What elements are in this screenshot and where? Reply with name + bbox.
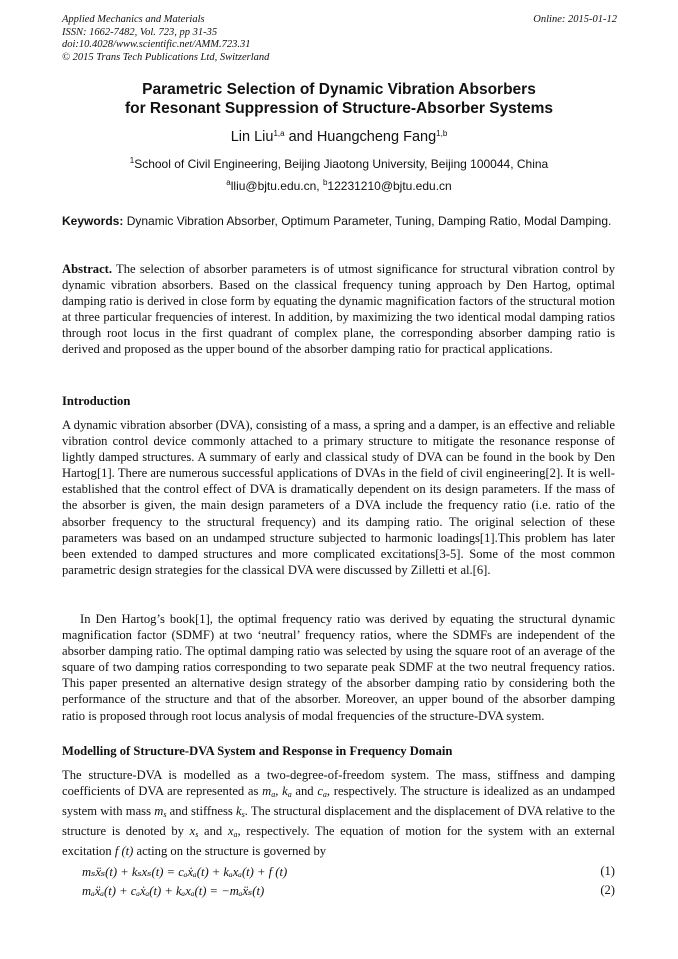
symbol-f-of-t: f (t) xyxy=(114,844,134,859)
author-1-sup: 1,a xyxy=(273,129,285,138)
text-run: and stiffness xyxy=(166,804,237,819)
journal-header xyxy=(62,14,617,64)
online-date: Online: 2015-01-12 xyxy=(533,14,617,25)
title-line-2: for Resonant Suppression of Structure-Absorber Systems xyxy=(124,100,554,117)
author-emails xyxy=(40,179,638,194)
text-run: and xyxy=(198,824,228,839)
text-run: , respectively. The equation of motion for the system with an external excitation xyxy=(62,824,616,859)
symbol-k: k xyxy=(282,784,288,799)
text-run: , xyxy=(275,784,283,799)
author-2-name: Huangcheng Fang xyxy=(316,129,437,145)
journal-name: Applied Mechanics and Materials xyxy=(62,14,205,25)
keywords-label: Keywords: xyxy=(62,214,124,228)
equation-2-body: mₐẍₐ(t) + cₐẋₐ(t) + kₐxₐ(t) = −mₐẍₛ(t) xyxy=(82,884,265,898)
title-line-1: Parametric Selection of Dynamic Vibration Absorbers xyxy=(142,81,536,98)
subscript-a: a xyxy=(233,830,238,840)
symbol-c: c xyxy=(317,784,323,799)
subscript-s: s xyxy=(241,810,245,820)
symbol-m: m xyxy=(262,784,272,799)
subscript-s: s xyxy=(195,830,199,840)
keywords xyxy=(62,214,615,230)
issn-line: ISSN: 1662-7482, Vol. 723, pp 31-35 xyxy=(62,26,218,38)
affiliation-text: School of Civil Engineering, Beijing Jiaotong University, Beijing 100044, China xyxy=(134,157,549,171)
symbol-m: m xyxy=(154,804,164,819)
subscript-a: a xyxy=(322,790,327,800)
abstract xyxy=(62,261,615,358)
symbol-k: k xyxy=(236,804,242,819)
introduction-paragraph-1: A dynamic vibration absorber (DVA), consisting of a mass, a spring and a damper, is an effective and reliable vibration control device commonly attached to a primary structure to mitigate the resonance response of lightly damped structures. A summary of early and classical study of DVA can be found in the book by Den Hartog[1]. There are numerous successful applications of DVAs in the field of civil engineering[2]. It is well-established that the control effect of DVA is dramatically dependent on its design parameters. If the mass of the absorber is given, the main design parameters of a DVA include the frequency ratio (i.e. ratio of the absorber frequency to the structural frequency) and its damping ratio. The original selection of these parameters was based on an undamped structure subjected to harmonic loadings[1].This problem has later been extended to damped structures and more complicated excitations[3-5]. Some of the most common parametric design strategies for the classical DVA were discussed by Zilletti et al.[6]. xyxy=(62,418,615,577)
symbol-x: x xyxy=(189,824,196,839)
author-list xyxy=(40,128,638,146)
author-1-name: Lin Liu xyxy=(230,129,274,145)
text-run: and xyxy=(291,784,318,799)
author-and: and xyxy=(284,129,317,145)
modelling-heading: Modelling of Structure-DVA System and Response in Frequency Domain xyxy=(62,744,453,758)
text-run: . The structural displacement and the displacement of DVA relative to the structure is denoted by xyxy=(62,804,615,839)
affiliation-sup: 1 xyxy=(129,156,135,165)
equation-2 xyxy=(82,883,615,899)
paper-title xyxy=(40,80,638,118)
email-a-sup: a xyxy=(226,178,231,187)
email-b: 12231210@bjtu.edu.cn xyxy=(327,179,452,193)
email-b-sup: b xyxy=(322,178,328,187)
equation-1 xyxy=(82,864,615,880)
text-run: The structure-DVA is modelled as a two-degree-of-freedom system. The mass, stiffness and damping coefficients of DVA are represented as xyxy=(62,768,615,799)
introduction-heading: Introduction xyxy=(62,394,131,408)
equation-1-number: (1) xyxy=(600,864,615,878)
subscript-a: a xyxy=(287,790,292,800)
text-run: acting on the structure is governed by xyxy=(133,844,327,859)
email-a: lliu@bjtu.edu.cn, xyxy=(230,179,323,193)
equation-2-number: (2) xyxy=(600,883,615,897)
text-run: , respectively. The structure is idealized as an undamped system with mass xyxy=(62,784,616,819)
copyright-line: © 2015 Trans Tech Publications Ltd, Switzerland xyxy=(62,51,270,63)
affiliation xyxy=(40,157,638,172)
introduction-paragraph-2: In Den Hartog’s book[1], the optimal frequency ratio was derived by equating the structural dynamic magnification factor (SDMF) at two ‘neutral’ frequency ratios, where the SDMFs are independent of the absorber damping ratio. The optimal damping ratio was selected by using the square root of an average of the square of two damping ratios corresponding to two separate peak SDMF at the two neutral frequency ratios. This paper presented an alternative design strategy of the absorber damping ratio by considering both the performance of the structure and that of the absorber. Moreover, an upper bound of the absorber damping ratio is proposed through root locus analysis of modal frequencies of the structure-DVA system. xyxy=(62,612,615,723)
symbol-x: x xyxy=(227,824,234,839)
subscript-s: s xyxy=(163,810,167,820)
abstract-text: The selection of absorber parameters is of utmost significance for structural vibration control by dynamic vibration absorbers. Based on the classical frequency tuning approach by Den Hartog, optimal damping ratio is derived in close form by equating the dynamic magnification factors of the structural motion at three particular frequencies of interest. In addition, by maximizing the two identical modal damping ratios through root locus in the first quadrant of complex plane, the corresponding absorber damping ratio is derived and proposed as the upper bound of the absorber damping ratio for practical applications. xyxy=(62,262,615,357)
keywords-text: Dynamic Vibration Absorber, Optimum Parameter, Tuning, Damping Ratio, Modal Damping. xyxy=(123,214,612,228)
subscript-a: a xyxy=(271,790,276,800)
author-2-sup: 1,b xyxy=(436,129,448,138)
equation-1-body: mₛẍₛ(t) + kₛxₛ(t) = cₐẋₐ(t) + kₐxₐ(t) + f (t) xyxy=(82,865,288,879)
modelling-paragraph xyxy=(62,767,615,859)
doi-line: doi:10.4028/www.scientific.net/AMM.723.31 xyxy=(62,39,251,50)
abstract-label: Abstract. xyxy=(62,262,113,276)
